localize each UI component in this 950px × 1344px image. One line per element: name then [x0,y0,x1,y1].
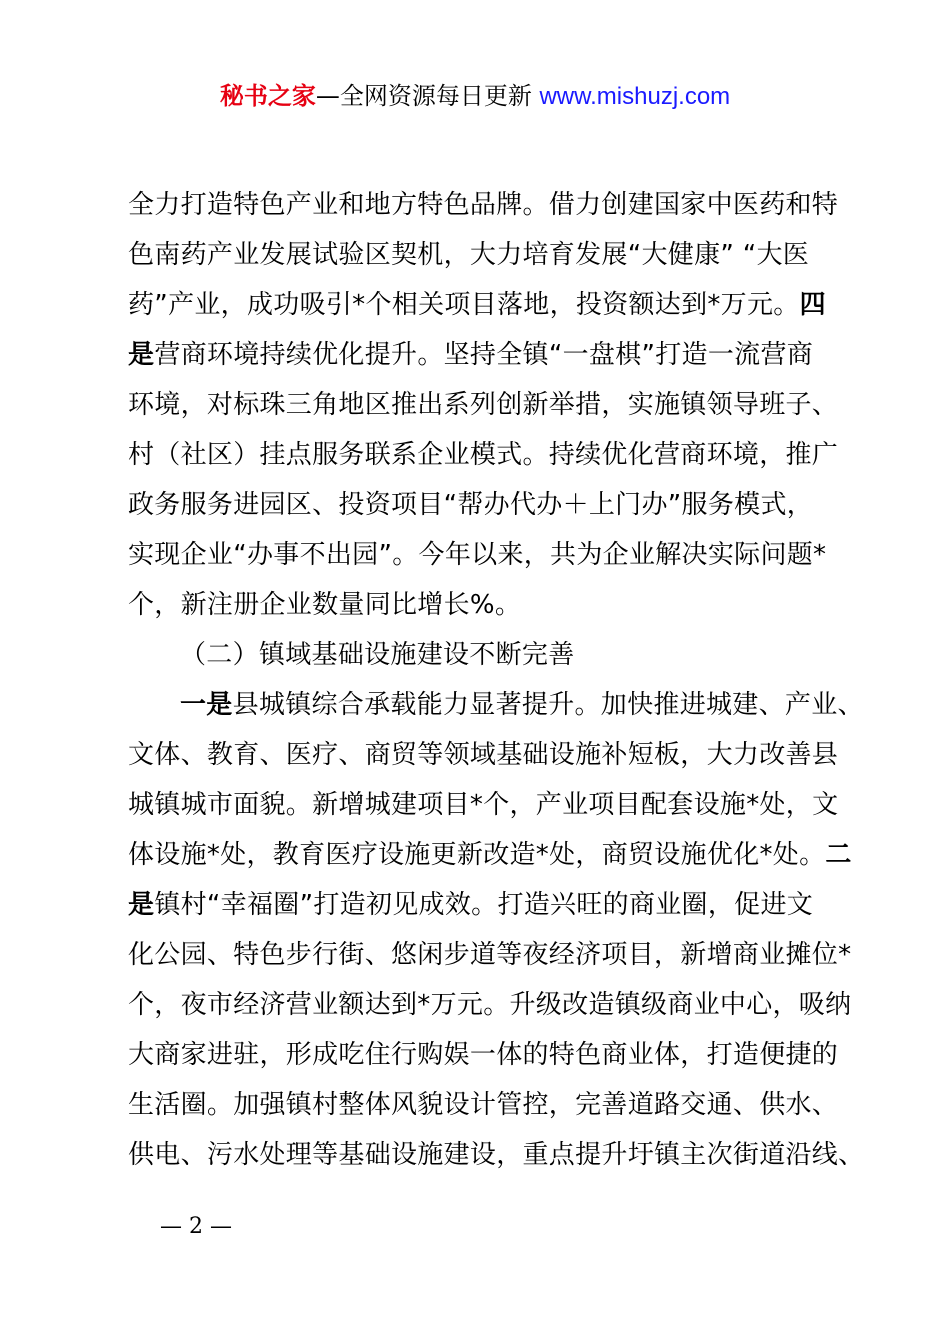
text-line: 大商家进驻，形成吃住行购娱一体的特色商业体，打造便捷的 [128,1040,839,1070]
text-line: 供电、污水处理等基础设施建设，重点提升圩镇主次街道沿线、 [128,1140,865,1170]
site-url: www.mishuzj.com [539,83,731,110]
site-header [0,80,950,113]
text-line: 是营商环境持续优化提升。坚持全镇“一盘棋”打造一流营商 [128,340,814,370]
ordinal-one: 一是 [180,690,233,720]
text-line: 个，夜市经济营业额达到*万元。升级改造镇级商业中心，吸纳 [128,990,852,1020]
text-line: 实现企业“办事不出园”。今年以来，共为企业解决实际问题* [128,540,827,570]
text-line: 全力打造特色产业和地方特色品牌。借力创建国家中医药和特 [128,190,839,220]
page-number: — 2 — [160,1214,232,1239]
ordinal-four-suffix: 是 [128,340,155,370]
text-line: 药”产业，成功吸引*个相关项目落地，投资额达到*万元。四 [128,290,826,320]
site-slogan: —全网资源每日更新 [315,82,540,110]
section-heading: （二）镇域基础设施建设不断完善 [180,640,575,670]
text-line: 个，新注册企业数量同比增长%。 [128,590,522,620]
text-line: 文体、教育、医疗、商贸等领域基础设施补短板，大力改善县 [128,740,839,770]
text-line: 生活圈。加强镇村整体风貌设计管控，完善道路交通、供水、 [128,1090,839,1120]
ordinal-four: 四 [799,290,826,320]
text-line: 是镇村“幸福圈”打造初见成效。打造兴旺的商业圈，促进文 [128,890,814,920]
text-line: 一是县城镇综合承载能力显著提升。加快推进城建、产业、 [180,690,864,720]
text-line: 政务服务进园区、投资项目“帮办代办＋上门办”服务模式， [128,490,814,520]
text-line: 体设施*处，教育医疗设施更新改造*处，商贸设施优化*处。二 [128,840,852,870]
text-line: 村（社区）挂点服务联系企业模式。持续优化营商环境，推广 [128,440,839,470]
text-line: 化公园、特色步行街、悠闲步道等夜经济项目，新增商业摊位* [128,940,852,970]
ordinal-two: 二 [825,840,852,870]
text-line: 环境，对标珠三角地区推出系列创新举措，实施镇领导班子、 [128,390,839,420]
site-brand: 秘书之家 [219,82,316,110]
text-line: 色南药产业发展试验区契机，大力培育发展“大健康” “大医 [128,240,810,270]
ordinal-two-suffix: 是 [128,890,155,920]
text-line: 城镇城市面貌。新增城建项目*个，产业项目配套设施*处，文 [128,790,839,820]
